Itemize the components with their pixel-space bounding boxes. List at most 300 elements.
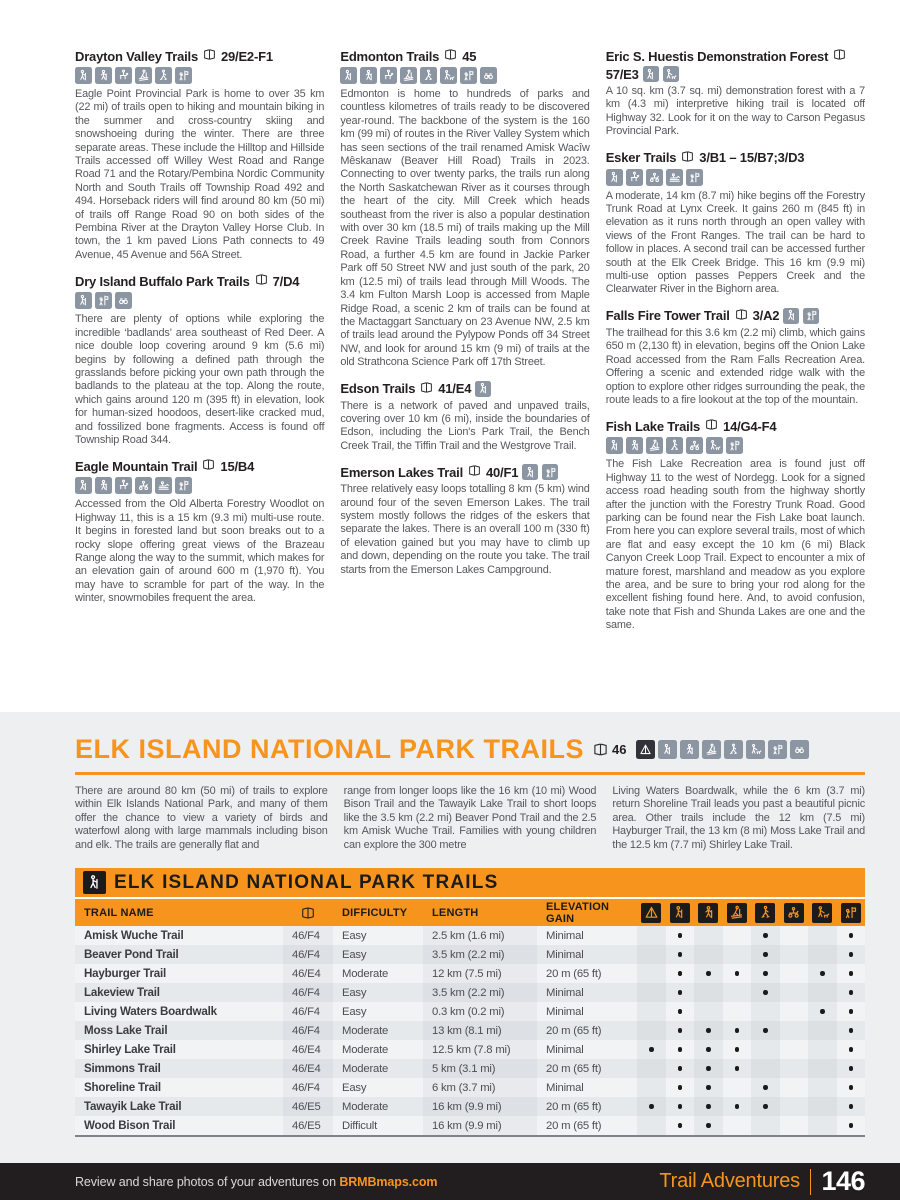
activity-dot	[678, 952, 683, 957]
hiking-icon	[340, 67, 357, 84]
elevation-cell: 20 m (65 ft)	[546, 1062, 602, 1075]
trail-description: Accessed from the Old Alberta Forestry Woodlot on Highway 11, this is a 15 km (9.3 mi) multi-use route. It begins in forested land but soon breaks out to a rocky slope offering great views of the Brazeau Range along the way to the summit, which makes for an elevation gain of around 600 m (1,970 ft). You may have to scramble for part of the way. In the winter, snowmobiles frequent the area.	[75, 498, 325, 605]
activity-cell-camping	[637, 1116, 666, 1135]
activity-cell-snowshoeing	[751, 964, 780, 983]
column-header-trail-name: TRAIL NAME	[84, 906, 154, 919]
footer-promo-text: Review and share photos of your adventures on BRMBmaps.com	[75, 1174, 438, 1189]
map-ref-cell: 46/E5	[283, 1116, 333, 1135]
table-row	[75, 1059, 865, 1078]
difficulty-cell: Easy	[342, 948, 367, 961]
horseback-icon	[380, 67, 397, 84]
table-row	[75, 1116, 865, 1135]
backpacking-icon	[95, 477, 112, 494]
hiking-icon	[658, 740, 677, 759]
elevation-cell: 20 m (65 ft)	[546, 1024, 602, 1037]
activity-cell-atv	[780, 1097, 809, 1116]
dog-walking-icon	[706, 437, 723, 454]
map-reference: 3/B1 – 15/B7;3/D3	[699, 150, 805, 166]
activity-cell-xc-skiing	[723, 1097, 752, 1116]
activity-cell-camping	[637, 926, 666, 945]
trail-section-heading	[75, 458, 324, 474]
activity-cell-backpacking	[694, 1040, 723, 1059]
activity-cell-atv	[780, 1040, 809, 1059]
activity-dot	[849, 1047, 854, 1052]
column-header-difficulty: DIFFICULTY	[342, 906, 408, 919]
activity-cell-xc-skiing	[723, 964, 752, 983]
activity-cell-atv	[780, 1002, 809, 1021]
activity-cell-hiking	[666, 1097, 695, 1116]
length-cell: 16 km (9.9 mi)	[423, 1116, 537, 1135]
backpacking-icon	[95, 67, 112, 84]
activity-cell-camping	[637, 1059, 666, 1078]
map-reference: 57/E3	[605, 66, 639, 82]
chapter-name: Trail Adventures	[659, 1170, 800, 1192]
map-ref-cell: 46/F4	[283, 983, 333, 1002]
length-cell: 16 km (9.9 mi)	[423, 1097, 537, 1116]
interpretive-icon	[803, 308, 819, 324]
trail-name-cell: Beaver Pond Trail	[84, 948, 179, 962]
trail-section	[606, 150, 865, 297]
trail-title: Fish Lake Trails	[605, 418, 701, 434]
activity-cell-xc-skiing	[723, 983, 752, 1002]
map-book-icon	[202, 48, 217, 64]
activity-dot	[849, 952, 854, 957]
length-cell: 13 km (8.1 mi)	[423, 1021, 537, 1040]
activity-icons	[75, 477, 324, 494]
map-reference: 14/G4-F4	[723, 418, 777, 434]
footer-chapter-block	[659, 1166, 865, 1197]
difficulty-cell: Moderate	[342, 967, 389, 980]
trail-section-heading	[340, 464, 589, 480]
map-reference: 41/E4	[438, 381, 472, 397]
column-header-length: LENGTH	[432, 906, 479, 919]
length-cell: 6 km (3.7 mi)	[423, 1078, 537, 1097]
intro-paragraph: range from longer loops like the 16 km (10 mi) Wood Bison Trail and the Tawayik Lake Trail to short loops like the 3.5 km (2.2 mi) Beaver Pond Trail and the 2.5 km Amisk Wuche Trail. Families with young children can explore the 300 metre	[343, 785, 597, 851]
footer-divider	[810, 1169, 812, 1195]
dog-walking-icon	[812, 903, 832, 923]
interpretive-icon	[768, 740, 787, 759]
trail-description: There is a network of paved and unpaved trails, covering over 10 km (6 mi), inside the boundaries of Edson, including the Lion's Park Trail, the Bench Creek Trail, the Tiffin Trail and the Westgrove Trail.	[340, 399, 590, 452]
activity-cell-interpretive	[837, 964, 866, 983]
activity-cell-dog-walking	[808, 983, 837, 1002]
hiking-icon	[643, 66, 659, 82]
difficulty-cell: Easy	[342, 986, 367, 999]
activity-cell-snowshoeing	[751, 1059, 780, 1078]
activity-cell-interpretive	[837, 1078, 866, 1097]
trail-section	[75, 458, 324, 605]
trail-name-cell: Amisk Wuche Trail	[84, 929, 184, 943]
brmb-link[interactable]: BRMBmaps.com	[339, 1174, 438, 1189]
trails-table	[75, 868, 865, 1137]
activity-dot	[706, 1104, 711, 1109]
activity-icons	[606, 169, 865, 186]
length-cell: 5 km (3.1 mi)	[423, 1059, 537, 1078]
trail-description: A 10 sq. km (3.7 sq. mi) demonstration forest with a 7 km (4.3 mi) interpretive hiking trail is located off Highway 32. Look for it on the way to Carson Pegasus Provincial Park.	[605, 85, 865, 138]
trail-title: Dry Island Buffalo Park Trails	[75, 273, 250, 289]
intro-paragraph: There are around 80 km (50 mi) of trails to explore within Elk Islands National Park, and many of them offer the chance to view a variety of birds and waterfowl along with large mammals including bison and elk. The trails are generally flat and	[75, 785, 328, 851]
trail-description: Three relatively easy loops totalling 8 km (5 km) wind around four of the seven Emerson Lakes. The trail system mostly follows the ridges of the eskers that separate the lakes. There is an overall 100 m (330 ft) of elevation gained but you may have to climb up and down, depending on the route you take. The trail starts from the Emerson Lakes Campground.	[340, 483, 590, 576]
table-row	[75, 1097, 865, 1116]
map-ref-cell: 46/F4	[283, 1078, 333, 1097]
hiking-icon	[75, 477, 92, 494]
hiking-icon	[783, 308, 799, 324]
activity-cell-dog-walking	[808, 1078, 837, 1097]
map-ref-cell: 46/F4	[283, 926, 333, 945]
map-ref-cell: 46/E4	[283, 1040, 333, 1059]
column-left	[75, 48, 324, 712]
activity-cell-hiking	[666, 1059, 695, 1078]
activity-cell-backpacking	[694, 964, 723, 983]
atv-icon	[135, 477, 152, 494]
dog-walking-icon	[440, 67, 457, 84]
backpacking-icon	[360, 67, 377, 84]
xc-skiing-icon	[702, 740, 721, 759]
trail-name-cell: Shoreline Trail	[84, 1081, 161, 1095]
activity-icons	[636, 740, 809, 759]
activity-dot	[678, 1104, 683, 1109]
dog-walking-icon	[746, 740, 765, 759]
activity-dot	[706, 1028, 711, 1033]
activity-dot	[763, 990, 768, 995]
activity-cell-snowshoeing	[751, 1116, 780, 1135]
hiking-icon	[522, 464, 538, 480]
trail-section-heading	[606, 308, 865, 324]
activity-cell-camping	[637, 983, 666, 1002]
interpretive-icon	[686, 169, 703, 186]
table-row	[75, 926, 865, 945]
map-book-icon	[419, 381, 434, 397]
activity-cell-hiking	[666, 926, 695, 945]
activity-cell-xc-skiing	[723, 1059, 752, 1078]
activity-cell-xc-skiing	[723, 1116, 752, 1135]
activity-dot	[763, 1085, 768, 1090]
activity-dot	[735, 1028, 740, 1033]
backpacking-icon	[626, 437, 643, 454]
orange-rule	[75, 772, 865, 775]
camping-icon	[636, 740, 655, 759]
activity-cell-hiking	[666, 1021, 695, 1040]
snowshoeing-icon	[420, 67, 437, 84]
activity-dot	[706, 1085, 711, 1090]
activity-cell-backpacking	[694, 983, 723, 1002]
trail-description: Eagle Point Provincial Park is home to over 35 km (22 mi) of trails open to hiking and mountain biking in the summer and cross-country skiing and snowshoeing during the winter. There are three separate areas. These include the Hilltop and Hillside Trails accessed off Willey West Road and Range Road 71 and the Rotary/Pembina Nordic Community North and South Trails off Township Road 492 and 494. Horseback riders will find around 80 km (50 mi) of trails off Range Road 90 on both sides of the Pembina River at the Drayton Valley Horse Club. In town, the 1 km paved Lions Path connects to 49 Avenue, 45 Avenue and 56A Street.	[75, 88, 325, 261]
backpacking-icon	[698, 903, 718, 923]
activity-cell-xc-skiing	[723, 945, 752, 964]
activity-dot	[678, 971, 683, 976]
activity-icons	[75, 67, 324, 84]
hiking-icon	[475, 381, 491, 397]
activity-cell-camping	[637, 964, 666, 983]
trail-descriptions	[75, 48, 865, 712]
activity-column-header	[723, 899, 752, 926]
interpretive-icon	[175, 477, 192, 494]
trail-name-cell: Tawayik Lake Trail	[84, 1100, 182, 1114]
trail-section-heading	[340, 381, 589, 397]
xc-skiing-icon	[727, 903, 747, 923]
activity-cell-backpacking	[694, 926, 723, 945]
activity-cell-snowshoeing	[751, 945, 780, 964]
activity-cell-atv	[780, 945, 809, 964]
difficulty-cell: Easy	[342, 1081, 367, 1094]
map-book-icon	[832, 48, 847, 64]
map-ref-cell: 46/E5	[283, 1097, 333, 1116]
trail-name-cell: Wood Bison Trail	[84, 1119, 176, 1133]
activity-column-header	[637, 899, 666, 926]
trail-name-cell: Living Waters Boardwalk	[84, 1005, 217, 1019]
length-cell: 2.5 km (1.6 mi)	[423, 926, 537, 945]
backpacking-icon	[680, 740, 699, 759]
length-cell: 12 km (7.5 mi)	[423, 964, 537, 983]
activity-cell-hiking	[666, 964, 695, 983]
elk-island-section	[0, 712, 900, 1163]
activity-dot	[820, 1009, 825, 1014]
snowmobiling-icon	[666, 169, 683, 186]
activity-dot	[735, 971, 740, 976]
wildlife-viewing-icon	[790, 740, 809, 759]
table-row	[75, 1078, 865, 1097]
map-book-icon	[443, 48, 458, 64]
activity-icons	[606, 437, 865, 454]
trail-title: Esker Trails	[605, 150, 677, 166]
activity-dot	[678, 1009, 683, 1014]
activity-cell-backpacking	[694, 945, 723, 964]
table-header-row	[75, 899, 865, 926]
trail-section-heading	[75, 273, 324, 289]
activity-cell-atv	[780, 983, 809, 1002]
map-book-icon	[467, 464, 482, 480]
activity-cell-interpretive	[837, 926, 866, 945]
activity-cell-xc-skiing	[723, 1078, 752, 1097]
activity-cell-camping	[637, 945, 666, 964]
page-footer	[0, 1163, 900, 1200]
activity-dot	[649, 1047, 654, 1052]
trail-section	[75, 273, 324, 447]
activity-dot	[849, 971, 854, 976]
activity-cell-atv	[780, 1021, 809, 1040]
activity-dot	[735, 1047, 740, 1052]
activity-cell-interpretive	[837, 1002, 866, 1021]
map-reference: 15/B4	[220, 458, 255, 474]
trail-section-heading	[75, 48, 324, 64]
activity-cell-snowshoeing	[751, 926, 780, 945]
activity-dot	[678, 933, 683, 938]
trail-section	[340, 48, 589, 370]
activity-cell-atv	[780, 1059, 809, 1078]
elevation-cell: 20 m (65 ft)	[546, 1119, 602, 1132]
snowshoeing-icon	[666, 437, 683, 454]
activity-cell-snowshoeing	[751, 1078, 780, 1097]
map-reference: 46	[592, 742, 626, 757]
activity-dot	[849, 1123, 854, 1128]
trail-title: Drayton Valley Trails	[75, 48, 198, 64]
xc-skiing-icon	[646, 437, 663, 454]
activity-cell-atv	[780, 964, 809, 983]
map-book-icon	[201, 458, 216, 474]
elevation-cell: 20 m (65 ft)	[546, 1100, 602, 1113]
activity-cell-backpacking	[694, 1059, 723, 1078]
table-row	[75, 1040, 865, 1059]
interpretive-icon	[726, 437, 743, 454]
difficulty-cell: Easy	[342, 929, 367, 942]
activity-cell-snowshoeing	[751, 1002, 780, 1021]
activity-cell-snowshoeing	[751, 1040, 780, 1059]
difficulty-cell: Moderate	[342, 1024, 389, 1037]
activity-cell-hiking	[666, 1040, 695, 1059]
trail-name-cell: Lakeview Trail	[84, 986, 160, 1000]
trail-section-heading	[606, 150, 865, 166]
table-row	[75, 945, 865, 964]
activity-cell-hiking	[666, 983, 695, 1002]
wildlife-viewing-icon	[480, 67, 497, 84]
hiking-icon	[670, 903, 690, 923]
activity-column-header	[808, 899, 837, 926]
activity-dot	[763, 952, 768, 957]
activity-dot	[735, 1104, 740, 1109]
activity-cell-dog-walking	[808, 945, 837, 964]
map-book-icon	[283, 906, 333, 920]
activity-cell-snowshoeing	[751, 1021, 780, 1040]
activity-dot	[678, 1028, 683, 1033]
snowshoeing-icon	[724, 740, 743, 759]
wildlife-viewing-icon	[115, 292, 132, 309]
trail-description: Edmonton is home to hundreds of parks and countless kilometres of trails ready to be discovered year-round. The backbone of the system is the 160 km (99 mi) of routes in the River Valley System which has seen sections of the trail renamed Amisk Wacîw Mêskanaw (Beaver Hill Road) Trails in 2023. Connecting to over twenty parks, the trails run along the North Saskatchewan River as it courses through the heart of the city. Mill Creek which heads southeast from the river is also a popular destination with over 30 km (18.5 mi) of trails making up the Mill Creek Ravine Trails leading south from Connors Road, a further 4.5 km are found in Jackie Parker Park off 50 Street NW and just south of the park, 20 km (12.5 mi) of trails lead through Mill Woods. The 3.4 km Fulton Marsh Loop is accessed from Maple Ridge Road, a scenic 2 km of trails can be found at the Mactaggart Sanctuary on 23 Avenue NW, 2.5 km of trails lead around the Pylypow Ponds off 34 Street NW, and look for around 15 km (9 mi) of trails at the old Strathcona Science Park off 17th Street.	[340, 88, 590, 369]
hiking-icon	[606, 437, 623, 454]
elevation-cell: Minimal	[546, 929, 584, 942]
activity-cell-dog-walking	[808, 1040, 837, 1059]
atv-icon	[686, 437, 703, 454]
activity-cell-backpacking	[694, 1097, 723, 1116]
activity-dot	[849, 1085, 854, 1090]
map-ref-cell: 46/F4	[283, 1021, 333, 1040]
elevation-cell: 20 m (65 ft)	[546, 967, 602, 980]
activity-column-header	[694, 899, 723, 926]
trail-section	[340, 464, 589, 577]
activity-cell-interpretive	[837, 1059, 866, 1078]
trail-title: Falls Fire Tower Trail	[605, 308, 730, 324]
activity-dot	[763, 1028, 768, 1033]
map-book-icon	[592, 742, 609, 757]
activity-dot	[849, 1028, 854, 1033]
map-book-icon	[680, 150, 695, 166]
trail-section	[75, 48, 324, 262]
trail-name-cell: Simmons Trail	[84, 1062, 161, 1076]
trail-section-heading	[340, 48, 589, 64]
column-middle	[340, 48, 589, 712]
trail-section	[606, 308, 865, 407]
activity-cell-backpacking	[694, 1078, 723, 1097]
map-reference: 40/F1	[486, 464, 519, 480]
map-reference: 7/D4	[272, 273, 300, 289]
snowshoeing-icon	[755, 903, 775, 923]
trail-section	[606, 418, 865, 632]
activity-dot	[849, 1104, 854, 1109]
trail-description: The trailhead for this 3.6 km (2.2 mi) climb, which gains 650 m (2,130 ft) in elevation, begins off the Onion Lake Road accessed from the Ram Falls Recreation Area. Offering a scenic and extended ridge walk with the option to explore other ridges surrounding the peak, the route leads to a fire lookout at the top of the mountain.	[605, 326, 865, 406]
difficulty-cell: Difficult	[342, 1119, 378, 1132]
elevation-cell: Minimal	[546, 948, 584, 961]
activity-cell-atv	[780, 926, 809, 945]
page-number: 146	[821, 1166, 865, 1196]
activity-dot	[678, 1066, 683, 1071]
hiking-icon	[83, 871, 106, 894]
atv-icon	[646, 169, 663, 186]
trail-section-heading	[606, 418, 865, 434]
activity-cell-xc-skiing	[723, 1040, 752, 1059]
elevation-cell: Minimal	[546, 1005, 584, 1018]
elk-island-titlebar	[75, 734, 865, 765]
trail-title: Edmonton Trails	[340, 48, 440, 64]
activity-cell-camping	[637, 1040, 666, 1059]
map-reference: 45	[462, 48, 477, 64]
map-reference: 29/E2-F1	[220, 48, 273, 64]
activity-dot	[678, 1047, 683, 1052]
column-right	[606, 48, 865, 712]
table-row	[75, 1021, 865, 1040]
map-ref-cell: 46/F4	[283, 1002, 333, 1021]
trail-title: Emerson Lakes Trail	[340, 464, 463, 480]
length-cell: 0.3 km (0.2 mi)	[423, 1002, 537, 1021]
interpretive-icon	[841, 903, 861, 923]
trail-name-cell: Shirley Lake Trail	[84, 1043, 176, 1057]
trail-name-cell: Moss Lake Trail	[84, 1024, 168, 1038]
activity-cell-xc-skiing	[723, 926, 752, 945]
activity-cell-dog-walking	[808, 1021, 837, 1040]
trail-name-cell: Hayburger Trail	[84, 967, 167, 981]
activity-cell-camping	[637, 1002, 666, 1021]
length-cell: 12.5 km (7.8 mi)	[423, 1040, 537, 1059]
horseback-icon	[115, 477, 132, 494]
horseback-icon	[115, 67, 132, 84]
activity-cell-interpretive	[837, 1097, 866, 1116]
map-ref-cell: 46/E4	[283, 1059, 333, 1078]
activity-cell-hiking	[666, 1078, 695, 1097]
xc-skiing-icon	[400, 67, 417, 84]
section-title: ELK ISLAND NATIONAL PARK TRAILS	[75, 734, 584, 764]
activity-cell-backpacking	[694, 1116, 723, 1135]
elk-island-intro	[75, 785, 865, 852]
table-body	[75, 926, 865, 1135]
table-row	[75, 983, 865, 1002]
trail-description: The Fish Lake Recreation area is found just off Highway 11 to the west of Nordegg. Look for a signed access road heading south from the highway shortly after the junction with the Forestry Trunk Road. Good parking can be found near the Fish Lake boat launch. From here you can explore several trails, most of which are flat and easy except the 10 km (6 mi) Black Canyon Creek Loop Trail. Expect to encounter a mix of mature forest, marshland and meadow as you explore the area, and be sure to bring your rod along for the excellent fishing found here. And, to avoid confusion, take note that Fish and Shunda Lakes are one and the same.	[605, 458, 865, 632]
map-book-icon	[734, 308, 749, 324]
activity-dot	[678, 990, 683, 995]
activity-dot	[706, 1047, 711, 1052]
activity-dot	[678, 1123, 683, 1128]
xc-skiing-icon	[135, 67, 152, 84]
interpretive-icon	[175, 67, 192, 84]
map-book-icon	[704, 418, 719, 434]
activity-cell-xc-skiing	[723, 1002, 752, 1021]
dog-walking-icon	[663, 66, 679, 82]
activity-cell-interpretive	[837, 1021, 866, 1040]
trail-title: Eagle Mountain Trail	[75, 458, 198, 474]
column-header-elevation-gain: ELEVATION GAIN	[546, 900, 610, 925]
activity-cell-camping	[637, 1097, 666, 1116]
table-title-bar	[75, 868, 865, 899]
activity-dot	[649, 1104, 654, 1109]
hiking-icon	[75, 292, 92, 309]
activity-dot	[820, 971, 825, 976]
difficulty-cell: Easy	[342, 1005, 367, 1018]
difficulty-cell: Moderate	[342, 1043, 389, 1056]
intro-paragraph: Living Waters Boardwalk, while the 6 km (3.7 mi) return Shoreline Trail leads you past a beautiful picnic area. Other trails include the 12 km (7.5 mi) Hayburger Trail, the 13 km (8 mi) Moss Lake Trail and the 12.5 km (7.7 mi) Shirley Lake Trail.	[612, 785, 866, 851]
activity-cell-dog-walking	[808, 1116, 837, 1135]
elevation-cell: Minimal	[546, 1043, 584, 1056]
activity-dot	[706, 971, 711, 976]
activity-cell-interpretive	[837, 945, 866, 964]
horseback-icon	[626, 169, 643, 186]
interpretive-icon	[542, 464, 558, 480]
activity-cell-dog-walking	[808, 926, 837, 945]
